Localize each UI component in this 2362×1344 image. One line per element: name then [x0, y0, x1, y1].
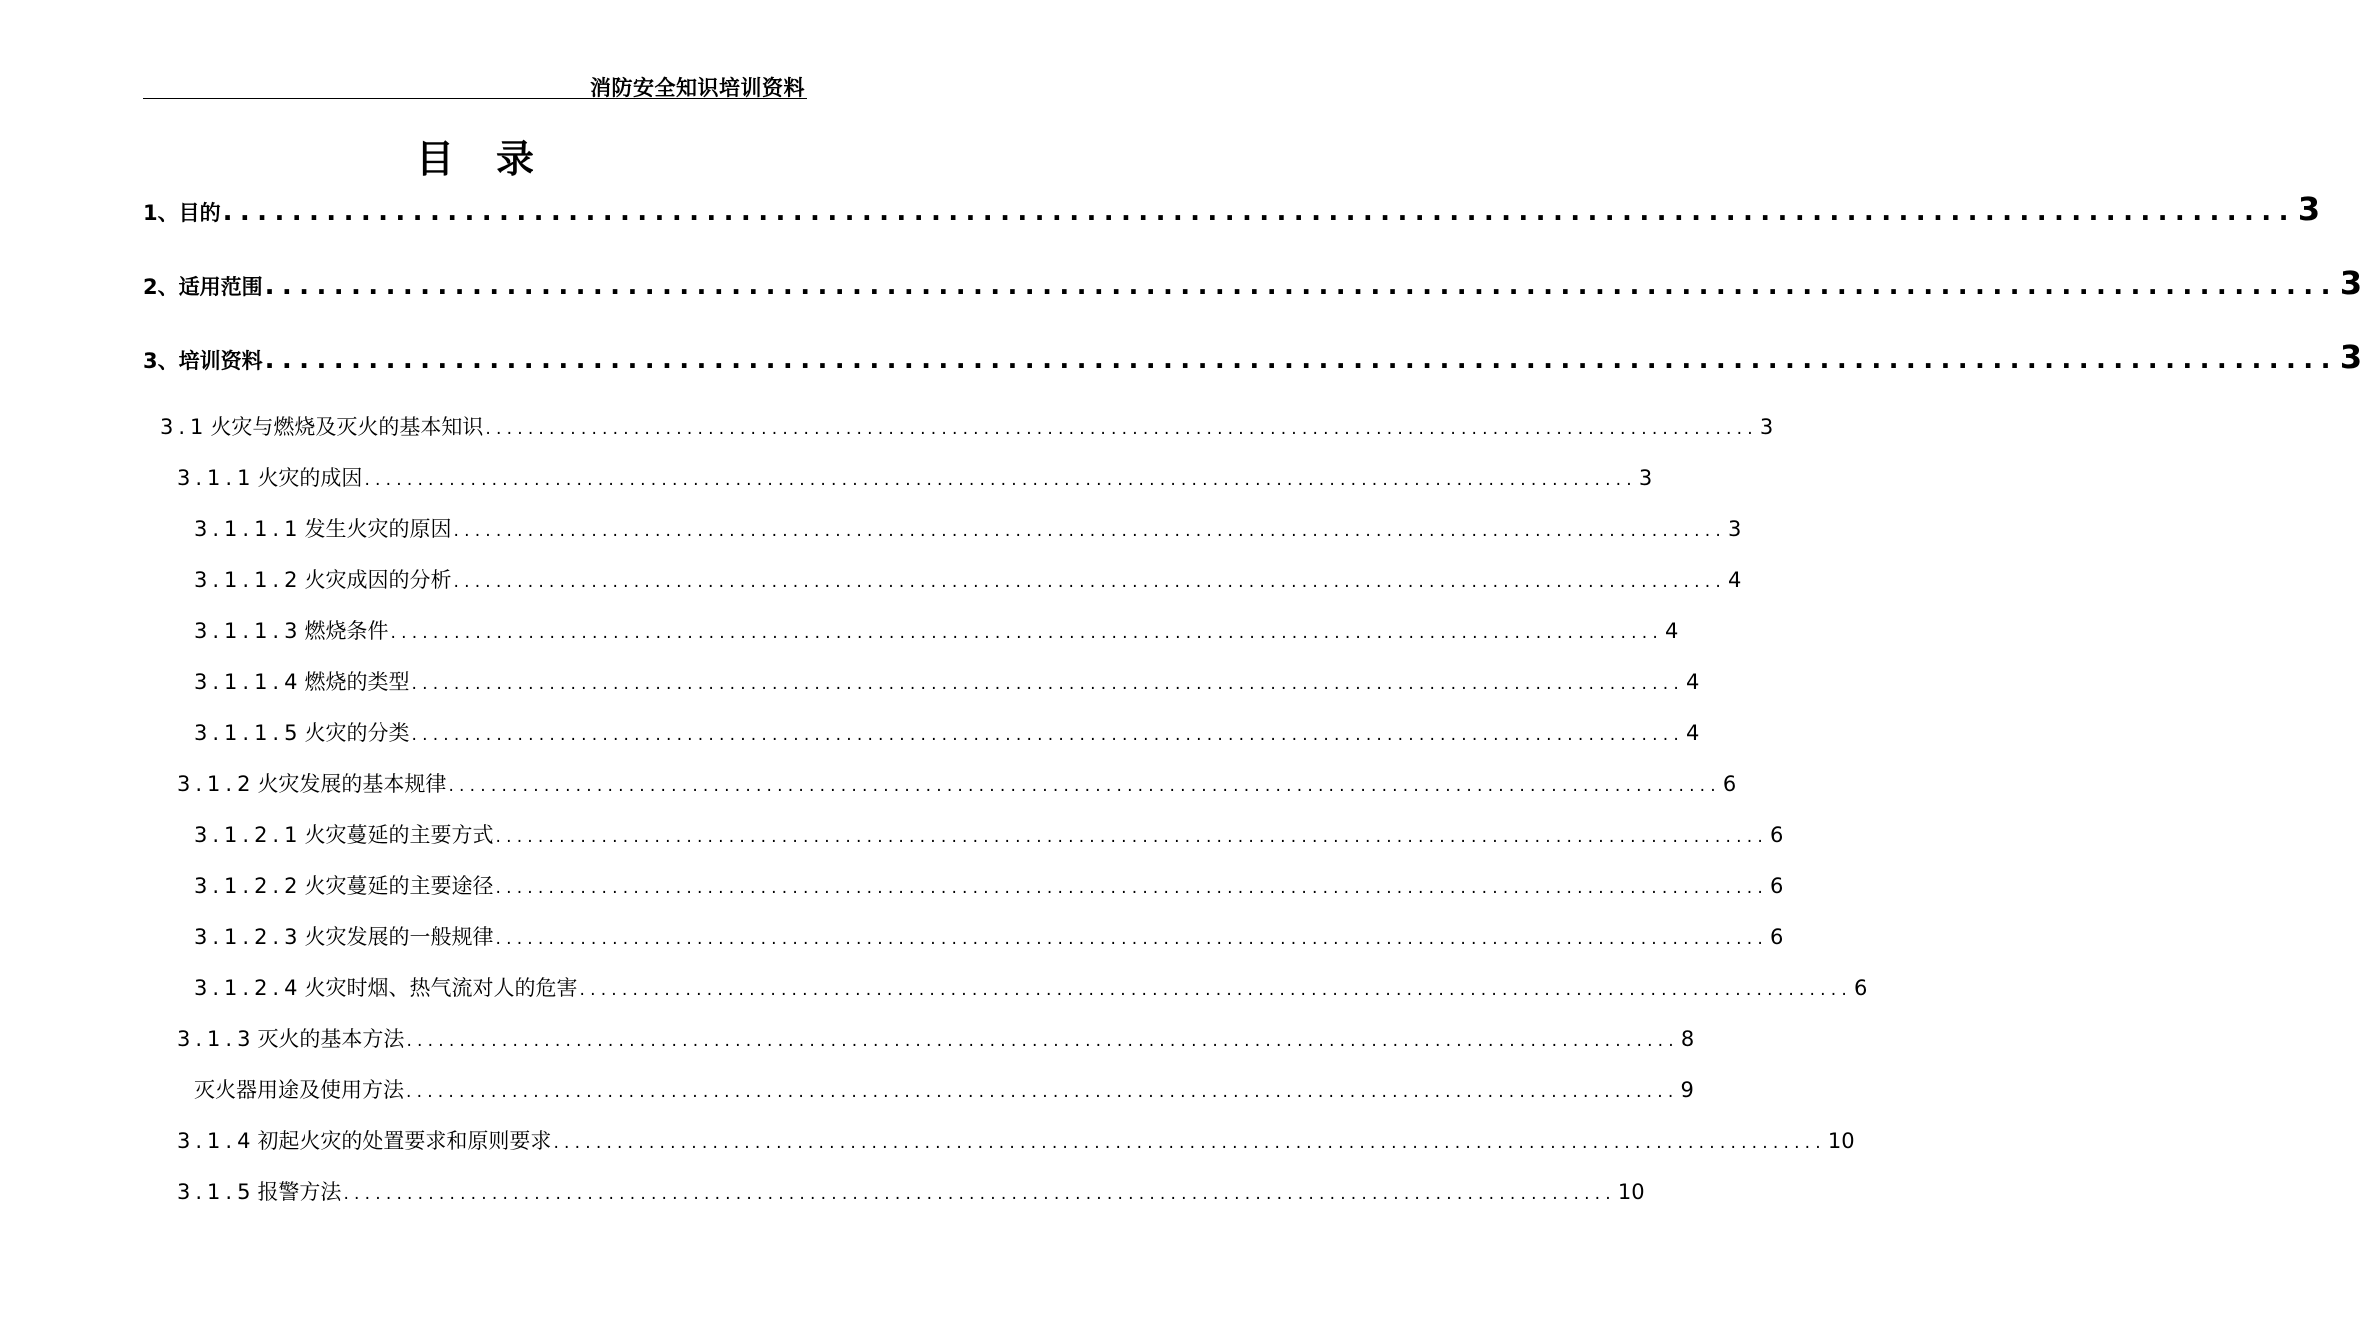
toc-dot-leader: ........................................................................................................................ — [448, 776, 1721, 796]
toc-entry-page: 6 — [1722, 772, 1737, 796]
toc-entry-page: 4 — [1685, 670, 1700, 694]
toc-entry-number: 1、 — [143, 201, 179, 225]
toc-entry-number: 3.1.2.3 — [194, 925, 303, 949]
toc-entry-number: 3.1.1.5 — [194, 721, 303, 745]
toc-entry-title: 灭火器用途及使用方法 — [194, 1078, 404, 1102]
toc-entry[interactable] — [177, 1023, 1695, 1053]
toc-entry[interactable] — [194, 1074, 1694, 1104]
toc-entry-number: 3.1.5 — [177, 1180, 256, 1204]
toc-entry-title: 灭火的基本方法 — [257, 1027, 405, 1051]
toc-heading: 目录 — [415, 137, 576, 181]
toc-entry-title: 燃烧的类型 — [304, 670, 410, 694]
toc-entry-label — [143, 271, 263, 301]
toc-entry-label — [194, 819, 493, 849]
toc-dot-leader: ........................................................................................................................ — [411, 674, 1684, 694]
toc-entry-label — [143, 197, 221, 227]
toc-entry-title: 初起火灾的处置要求和原则要求 — [257, 1129, 552, 1153]
toc-entry-title: 火灾的分类 — [304, 721, 410, 745]
toc-entry-page: 3 — [1759, 415, 1774, 439]
toc-entry-label — [194, 513, 451, 543]
toc-entry-number: 3.1.1.1 — [194, 517, 303, 541]
toc-entry-number: 3、 — [143, 349, 179, 373]
toc-entry-number: 3.1.3 — [177, 1027, 256, 1051]
toc-entry-number: 3.1.1 — [177, 466, 256, 490]
toc-dot-leader: ........................................................................................................................ — [495, 827, 1768, 847]
toc-dot-leader: ........................................................................................................................ — [495, 929, 1768, 949]
toc-entry-page: 3 — [1727, 517, 1742, 541]
toc-entry-title: 火灾发展的一般规律 — [304, 925, 494, 949]
toc-entry-number: 3.1.2.4 — [194, 976, 303, 1000]
toc-entry-page: 9 — [1680, 1078, 1694, 1102]
toc-entry-title: 火灾与燃烧及灭火的基本知识 — [210, 415, 484, 439]
toc-dot-leader: ........................................................................................................................ — [222, 197, 2296, 227]
toc-entry-label — [194, 1074, 404, 1104]
toc-entry-number: 3.1.4 — [177, 1129, 256, 1153]
toc-entry-number: 3.1.1.2 — [194, 568, 303, 592]
toc-entry-title: 火灾成因的分析 — [304, 568, 452, 592]
toc-entry[interactable] — [194, 819, 1784, 849]
toc-entry-page: 4 — [1727, 568, 1742, 592]
toc-dot-leader: ........................................................................................................................ — [453, 572, 1726, 592]
toc-entry[interactable] — [194, 870, 1784, 900]
toc-entry-number: 3.1.2 — [177, 772, 256, 796]
toc-entry[interactable] — [194, 717, 1700, 747]
toc-dot-leader: ........................................................................................................................ — [553, 1133, 1826, 1153]
toc-entry-number: 3.1 — [160, 415, 209, 439]
toc-entry[interactable] — [160, 411, 1774, 441]
toc-entry[interactable] — [143, 264, 2362, 302]
toc-entry-label — [194, 564, 451, 594]
toc-entry-title: 火灾蔓延的主要途径 — [304, 874, 494, 898]
toc-dot-leader: ........................................................................................................................ — [264, 271, 2338, 301]
toc-entry-title: 报警方法 — [257, 1180, 342, 1204]
toc-entry-title: 火灾的成因 — [257, 466, 363, 490]
toc-entry-title: 培训资料 — [178, 349, 263, 373]
toc-dot-leader: ........................................................................................................................ — [264, 345, 2338, 375]
toc-entry-label — [177, 768, 446, 798]
toc-dot-leader: ........................................................................................................................ — [495, 878, 1768, 898]
toc-entry-page: 6 — [1769, 823, 1784, 847]
toc-entry[interactable] — [177, 1176, 1645, 1206]
toc-entry-title: 发生火灾的原因 — [304, 517, 452, 541]
toc-entry[interactable] — [143, 190, 2321, 228]
toc-entry-page: 3 — [2339, 338, 2362, 376]
toc-dot-leader: ........................................................................................................................ — [485, 419, 1758, 439]
toc-dot-leader: ........................................................................................................................ — [406, 1082, 1679, 1102]
toc-entry-label — [160, 411, 483, 441]
toc-entry-label — [194, 615, 388, 645]
toc-entry[interactable] — [143, 338, 2362, 376]
toc-entry[interactable] — [194, 513, 1742, 543]
toc-entry-title: 目的 — [178, 201, 221, 225]
toc-entry-title: 火灾发展的基本规律 — [257, 772, 447, 796]
toc-entry[interactable] — [177, 1125, 1855, 1155]
toc-entry[interactable] — [194, 615, 1679, 645]
toc-entry[interactable] — [194, 972, 1868, 1002]
toc-entry[interactable] — [177, 768, 1737, 798]
toc-entry-label — [177, 462, 362, 492]
toc-entry-title: 火灾蔓延的主要方式 — [304, 823, 494, 847]
toc-dot-leader: ........................................................................................................................ — [411, 725, 1684, 745]
toc-entry-page: 10 — [1617, 1180, 1645, 1204]
toc-entry[interactable] — [177, 462, 1653, 492]
toc-entry-number: 3.1.1.3 — [194, 619, 303, 643]
toc-dot-leader: ........................................................................................................................ — [343, 1184, 1616, 1204]
toc-dot-leader: ........................................................................................................................ — [406, 1031, 1679, 1051]
toc-entry-title: 适用范围 — [178, 275, 263, 299]
document-title: 消防安全知识培训资料 — [590, 76, 805, 100]
toc-entry-label — [194, 717, 409, 747]
toc-entry-page: 3 — [2339, 264, 2362, 302]
toc-dot-leader: ........................................................................................................................ — [390, 623, 1663, 643]
toc-entry-label — [143, 345, 263, 375]
toc-entry[interactable] — [194, 564, 1742, 594]
toc-entry-page: 6 — [1769, 925, 1784, 949]
toc-entry-page: 4 — [1664, 619, 1679, 643]
toc-entry[interactable] — [194, 921, 1784, 951]
toc-entry[interactable] — [194, 666, 1700, 696]
toc-entry-label — [194, 666, 409, 696]
toc-entry-number: 3.1.1.4 — [194, 670, 303, 694]
toc-entry-title: 火灾时烟、热气流对人的危害 — [304, 976, 578, 1000]
toc-entry-label — [194, 921, 493, 951]
toc-dot-leader: ........................................................................................................................ — [364, 470, 1637, 490]
toc-entry-label — [194, 972, 577, 1002]
toc-entry-number: 3.1.2.2 — [194, 874, 303, 898]
toc-entry-page: 4 — [1685, 721, 1700, 745]
toc-entry-label — [177, 1023, 404, 1053]
toc-entry-label — [194, 870, 493, 900]
toc-entry-page: 6 — [1853, 976, 1868, 1000]
toc-entry-page: 3 — [2297, 190, 2321, 228]
toc-entry-number: 3.1.2.1 — [194, 823, 303, 847]
toc-entry-label — [177, 1176, 341, 1206]
toc-entry-page: 8 — [1680, 1027, 1695, 1051]
toc-entry-page: 10 — [1827, 1129, 1855, 1153]
toc-dot-leader: ........................................................................................................................ — [453, 521, 1726, 541]
toc-entry-title: 燃烧条件 — [304, 619, 389, 643]
toc-dot-leader: ........................................................................................................................ — [579, 980, 1852, 1000]
toc-entry-label — [177, 1125, 551, 1155]
toc-entry-number: 2、 — [143, 275, 179, 299]
toc-entry-page: 6 — [1769, 874, 1784, 898]
toc-entry-page: 3 — [1638, 466, 1653, 490]
